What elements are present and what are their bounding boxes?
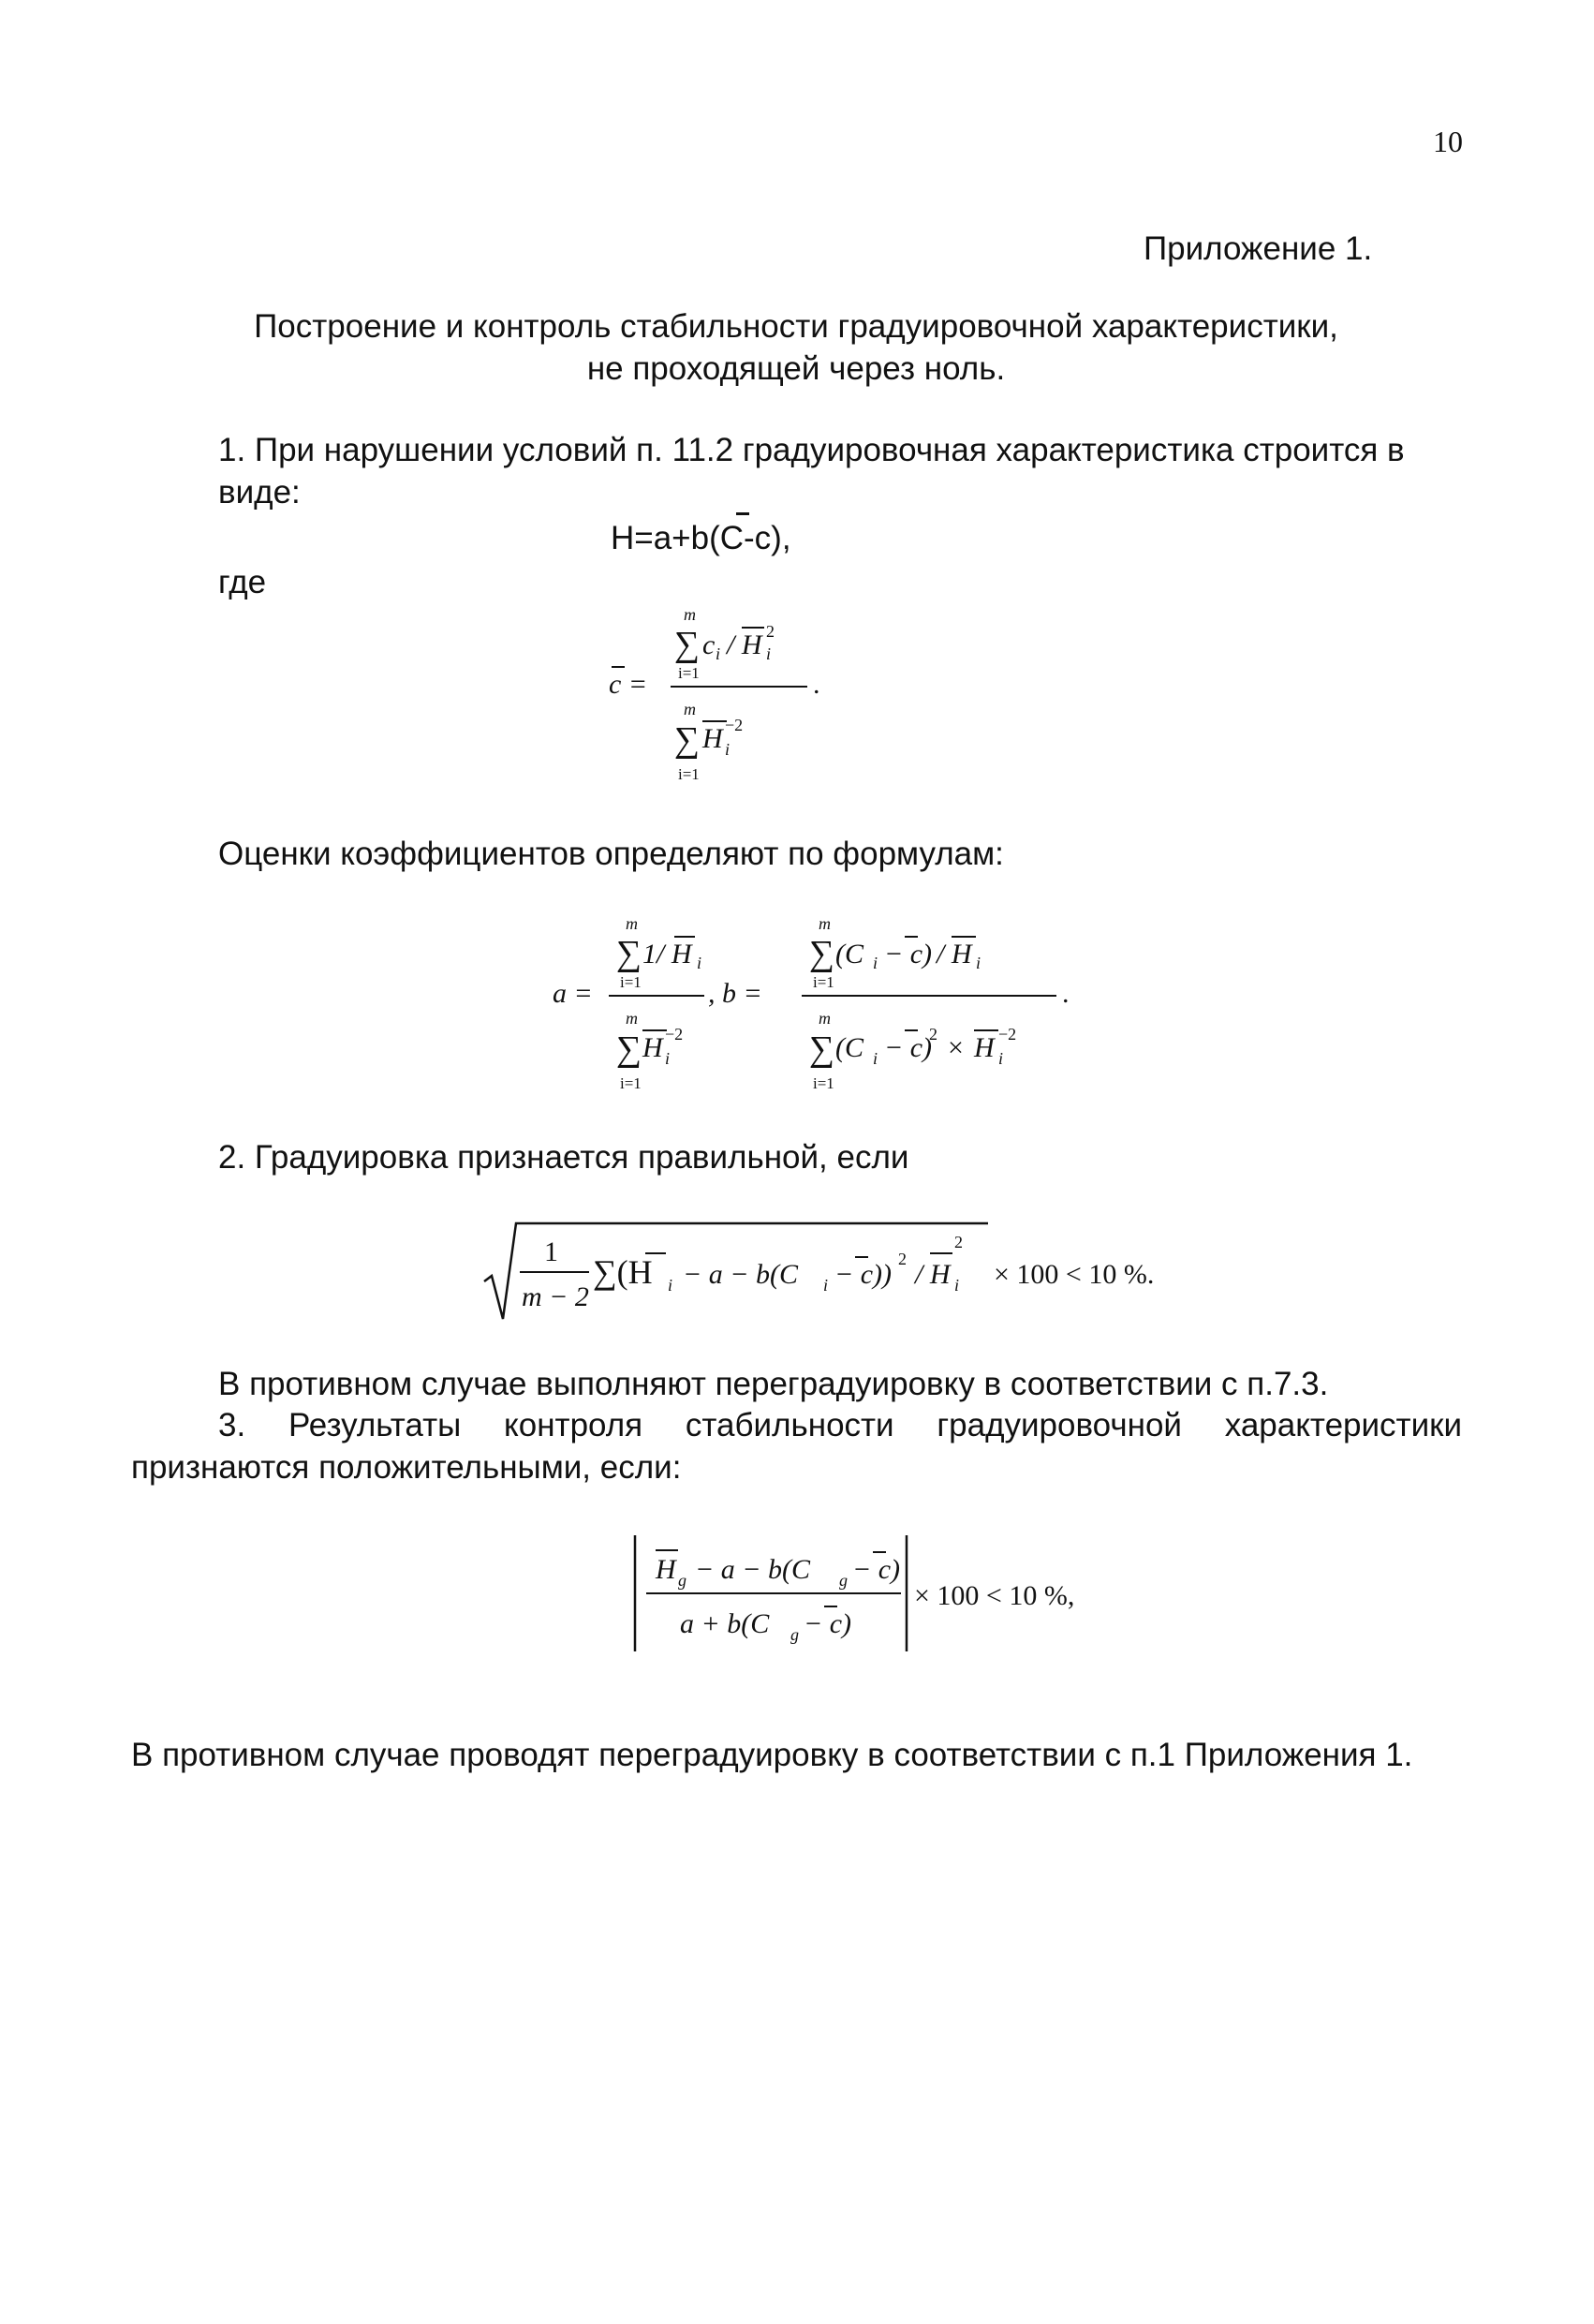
a-num-expr: 1/ H <box>642 939 692 970</box>
item-3-line-1: 3. Результаты контроля стабильности градуировочной характеристики <box>218 1407 1462 1443</box>
c-bar-num-limit-m: m <box>684 605 696 624</box>
stab-num-C-sub: g <box>839 1571 848 1590</box>
c-bar-num-ci-sub: i <box>716 644 721 663</box>
sqrt-sum-open: ∑(H <box>593 1253 653 1291</box>
sqrt-tail: / H <box>915 1259 951 1290</box>
otherwise-1: В противном случае выполняют переградуировку в соответствии с п.7.3. <box>218 1366 1329 1402</box>
stab-den-C-sub: g <box>790 1625 799 1644</box>
c-bar-den-sigma: ∑ <box>674 720 701 760</box>
b-num-minus-c: − c) <box>884 939 933 970</box>
c-bar-den-limit-i: i=1 <box>678 765 700 783</box>
c-bar-den-exp: −2 <box>725 716 744 734</box>
sqrt-num-one: 1 <box>544 1236 558 1267</box>
b-den-H-sub: i <box>998 1049 1004 1068</box>
a-den-exp: −2 <box>665 1025 684 1044</box>
a-den-sigma: ∑ <box>616 1029 642 1069</box>
a-num-limit-m: m <box>626 914 638 933</box>
b-den-exp2: 2 <box>929 1025 937 1044</box>
formula-main-overbar <box>736 512 749 515</box>
page-number: 10 <box>1433 125 1463 158</box>
a-den-H-sub: i <box>665 1049 671 1068</box>
a-num-H-sub: i <box>697 954 702 972</box>
stab-num-H: H <box>656 1554 676 1585</box>
title-line-1: Построение и контроль стабильности градуировочной характеристики, <box>254 308 1338 345</box>
c-bar-den-limit-m: m <box>684 700 696 718</box>
stab-crit: × 100 < 10 %, <box>914 1580 1075 1611</box>
c-bar-period: . <box>813 669 820 700</box>
stab-num-end: − c) <box>852 1554 901 1585</box>
sqrt-square: 2 <box>898 1250 907 1268</box>
b-den-Ci-sub: i <box>873 1049 878 1068</box>
formula-main-text: H=a+b(C-c), <box>611 520 791 556</box>
sqrt-tail-exp: 2 <box>954 1233 963 1251</box>
sqrt-crit: × 100 < 10 %. <box>994 1259 1155 1290</box>
formula-stability-criterion <box>627 1532 1152 1658</box>
b-num-Ci-sub: i <box>873 954 878 972</box>
b-den-exp: −2 <box>998 1025 1017 1044</box>
sqrt-den: m − 2 <box>522 1281 589 1312</box>
sqrt-H-sub: i <box>668 1276 673 1295</box>
stab-num-H-sub: g <box>678 1571 686 1590</box>
b-den-times: × <box>948 1032 964 1063</box>
stab-den-end: − c) <box>804 1608 852 1639</box>
c-bar-num-ci: c <box>702 629 716 660</box>
b-num-limit-i: i=1 <box>813 973 834 991</box>
a-den-H: H <box>642 1032 663 1063</box>
c-bar-num-exp: 2 <box>766 622 775 641</box>
b-den-limit-m: m <box>819 1009 831 1028</box>
b-den-Ci: (C <box>835 1032 863 1063</box>
b-lhs: , b = <box>708 978 762 1009</box>
b-num-slash-H: / H <box>937 939 972 970</box>
c-bar-den-H: H <box>702 723 723 754</box>
sqrt-expr-2: − a − b(C <box>683 1259 798 1290</box>
title-line-2: не проходящей через ноль. <box>586 350 1006 387</box>
formula-main <box>611 518 791 559</box>
item-1-line-1: 1. При нарушении условий п. 11.2 градуировочная характеристика строится в <box>218 432 1405 468</box>
appendix-label: Приложение 1. <box>1144 230 1373 267</box>
a-lhs: a = <box>553 978 593 1009</box>
c-bar-num-slash-H: / H <box>727 629 762 660</box>
stab-num-rest: − a − b(C <box>695 1554 810 1585</box>
b-den-sigma: ∑ <box>809 1029 835 1069</box>
a-den-limit-m: m <box>626 1009 638 1028</box>
sqrt-expr-3: − c)) <box>834 1259 893 1290</box>
a-num-limit-i: i=1 <box>620 973 642 991</box>
formula-sqrt-criterion <box>482 1208 1213 1330</box>
c-bar-num-H-sub: i <box>766 644 772 663</box>
item-1-line-2: виде: <box>218 474 301 511</box>
item-2: 2. Градуировка признается правильной, если <box>218 1139 909 1176</box>
otherwise-2: В противном случае проводят переградуировку в соответствии с п.1 Приложения 1. <box>131 1737 1413 1773</box>
b-num-limit-m: m <box>819 914 831 933</box>
formula-a-b <box>543 909 1086 1105</box>
where-label: где <box>218 564 267 600</box>
b-num-Ci: (C <box>835 939 863 970</box>
stab-den: a + b(C <box>680 1608 770 1639</box>
b-num-sigma: ∑ <box>809 934 835 973</box>
sqrt-C-sub: i <box>823 1276 829 1295</box>
sqrt-tail-H-sub: i <box>954 1276 960 1295</box>
a-b-period: . <box>1062 978 1070 1009</box>
b-den-H: H <box>974 1032 995 1063</box>
a-num-sigma: ∑ <box>616 934 642 973</box>
item-3-line-2: признаются положительными, если: <box>131 1449 682 1486</box>
a-den-limit-i: i=1 <box>620 1074 642 1092</box>
c-bar-num-sigma: ∑ <box>674 625 701 664</box>
b-num-H-sub: i <box>976 954 981 972</box>
c-bar-lhs: c = <box>609 669 648 700</box>
formula-c-bar <box>599 600 843 796</box>
coef-intro: Оценки коэффициентов определяют по формулам: <box>218 836 1004 872</box>
c-bar-den-H-sub: i <box>725 740 731 759</box>
c-bar-num-limit-i: i=1 <box>678 664 700 682</box>
b-den-minus-c: − c) <box>884 1032 933 1063</box>
b-den-limit-i: i=1 <box>813 1074 834 1092</box>
